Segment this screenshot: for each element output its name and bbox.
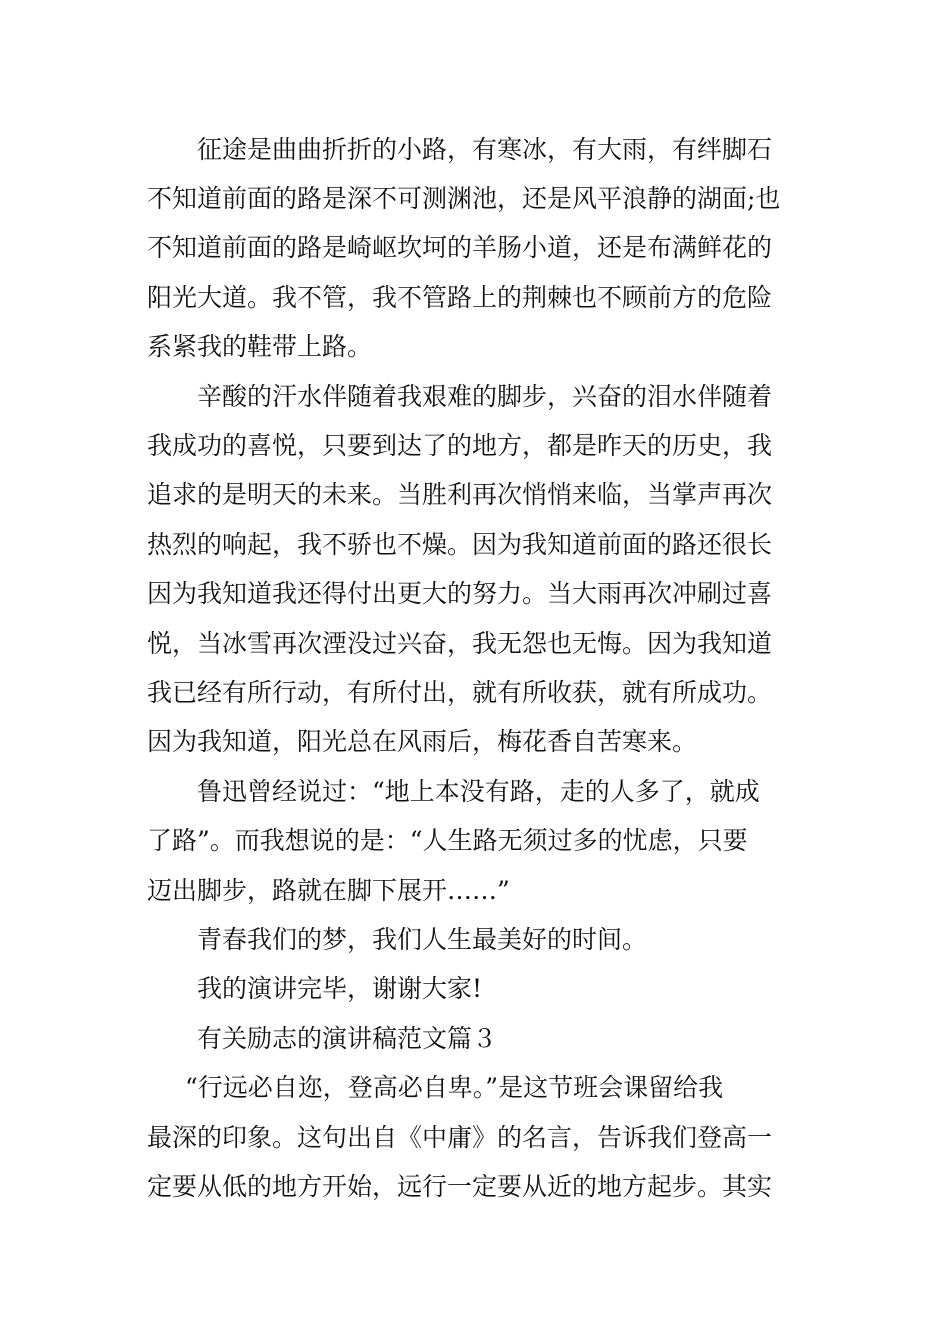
text-line: 征途是曲曲折折的小路，有寒冰，有大雨，有绊脚石	[197, 135, 773, 164]
text-line: 我已经有所行动，有所付出，就有所收获，就有所成功。	[147, 678, 773, 707]
text-line: 定要从低的地方开始，远行一定要从近的地方起步。其实	[147, 1172, 773, 1201]
text-line: 最深的印象。这句出自《中庸》的名言，告诉我们登高一	[147, 1123, 773, 1152]
text-line: 不知道前面的路是深不可测渊池，还是风平浪静的湖面;也	[147, 184, 781, 213]
text-line: 我的演讲完毕，谢谢大家!	[197, 974, 483, 1003]
text-line: 系紧我的鞋带上路。	[147, 332, 373, 361]
text-line: “行远必自迩，登高必自卑。”是这节班会课留给我	[185, 1073, 724, 1102]
text-line: 悦，当冰雪再次湮没过兴奋，我无怨也无悔。因为我知道	[147, 629, 773, 658]
text-line: 阳光大道。我不管，我不管路上的荆棘也不顾前方的危险	[147, 283, 773, 312]
text-line: 鲁迅曾经说过：“地上本没有路，走的人多了，就成	[197, 777, 760, 806]
text-line: 不知道前面的路是崎岖坎坷的羊肠小道，还是布满鲜花的	[147, 233, 773, 262]
text-line: 热烈的响起，我不骄也不燥。因为我知道前面的路还很长	[147, 530, 773, 559]
text-line: 迈出脚步，路就在脚下展开……”	[147, 876, 510, 905]
text-line: 我成功的喜悦，只要到达了的地方，都是昨天的历史，我	[147, 431, 773, 460]
text-line: 追求的是明天的未来。当胜利再次悄悄来临，当掌声再次	[147, 480, 773, 509]
text-line: 因为我知道，阳光总在风雨后，梅花香自苦寒来。	[147, 727, 698, 756]
text-line: 辛酸的汗水伴随着我艰难的脚步，兴奋的泪水伴随着	[197, 382, 773, 411]
section-heading: 有关励志的演讲稿范文篇３	[197, 1024, 498, 1053]
text-line: 青春我们的梦，我们人生最美好的时间。	[197, 925, 648, 954]
text-line: 因为我知道我还得付出更大的努力。当大雨再次冲刷过喜	[147, 579, 773, 608]
text-line: 了路”。而我想说的是：“人生路无须过多的忧虑，只要	[147, 826, 748, 855]
